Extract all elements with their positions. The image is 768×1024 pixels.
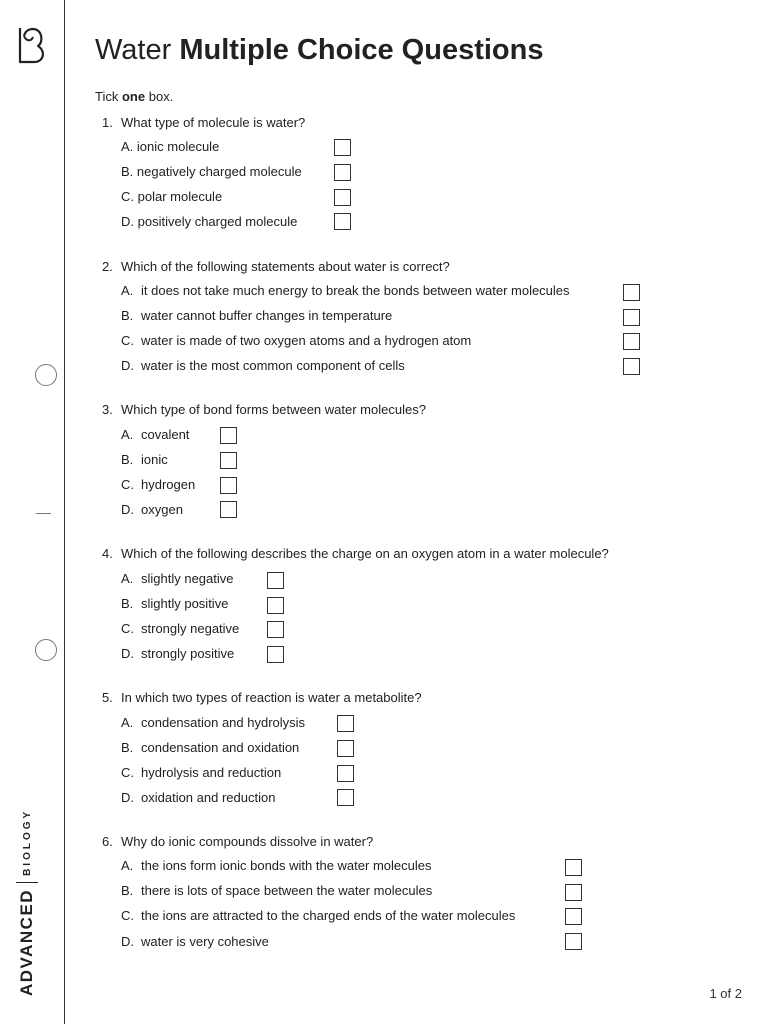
- question-text: Which of the following statements about water is correct?: [121, 259, 450, 274]
- option-letter: A.: [121, 715, 134, 730]
- checkbox-5b[interactable]: [337, 740, 354, 757]
- option-text: the ions form ionic bonds with the water molecules: [141, 858, 432, 873]
- option-text: water is very cohesive: [141, 934, 269, 949]
- option-5c: [121, 765, 281, 780]
- option-letter: B.: [121, 452, 134, 467]
- option-2c: [121, 333, 471, 348]
- checkbox-6c[interactable]: [565, 908, 582, 925]
- option-letter: B.: [121, 883, 134, 898]
- option-text: strongly positive: [141, 646, 235, 661]
- option-letter: A.: [121, 139, 134, 154]
- brand-word-advanced: ADVANCED: [17, 888, 36, 996]
- option-text: ionic: [141, 452, 168, 467]
- option-5b: [121, 740, 299, 755]
- question-number: 4.: [102, 546, 113, 561]
- checkbox-2c[interactable]: [623, 333, 640, 350]
- option-text: it does not take much energy to break the bonds between water molecules: [141, 283, 570, 298]
- option-1b: [121, 164, 302, 179]
- checkbox-2a[interactable]: [623, 284, 640, 301]
- option-text: ionic molecule: [136, 139, 220, 154]
- instruction-post: box.: [148, 89, 174, 104]
- option-letter: A.: [121, 427, 134, 442]
- checkbox-6d[interactable]: [565, 933, 582, 950]
- question-2: [102, 259, 450, 274]
- option-letter: D.: [121, 646, 134, 661]
- option-text: polar molecule: [137, 189, 223, 204]
- option-letter: B.: [121, 308, 134, 323]
- question-3: [102, 402, 426, 417]
- option-3d: [121, 502, 183, 517]
- checkbox-5d[interactable]: [337, 789, 354, 806]
- question-text: What type of molecule is water?: [121, 115, 306, 130]
- option-3c: [121, 477, 195, 492]
- option-5a: [121, 715, 305, 730]
- option-letter: D.: [121, 214, 134, 229]
- checkbox-4d[interactable]: [267, 646, 284, 663]
- question-text: Which of the following describes the charge on an oxygen atom in a water molecule?: [121, 546, 609, 561]
- option-3b: [121, 452, 168, 467]
- checkbox-3b[interactable]: [220, 452, 237, 469]
- margin-rule: [64, 0, 65, 1024]
- option-letter: C.: [121, 908, 134, 923]
- option-letter: C.: [121, 765, 134, 780]
- instruction: [95, 89, 173, 104]
- checkbox-6b[interactable]: [565, 884, 582, 901]
- punch-hole-bottom: [35, 639, 57, 661]
- option-2d: [121, 358, 405, 373]
- checkbox-6a[interactable]: [565, 859, 582, 876]
- option-text: oxidation and reduction: [141, 790, 276, 805]
- option-text: water cannot buffer changes in temperature: [141, 308, 393, 323]
- question-number: 2.: [102, 259, 113, 274]
- option-text: condensation and oxidation: [141, 740, 300, 755]
- option-text: water is made of two oxygen atoms and a hydrogen atom: [141, 333, 472, 348]
- brand-word-biology: BIOLOGY: [21, 808, 33, 876]
- option-text: positively charged molecule: [137, 214, 298, 229]
- option-text: hydrolysis and reduction: [141, 765, 282, 780]
- option-text: hydrogen: [141, 477, 196, 492]
- option-5d: [121, 790, 275, 805]
- page-title: [95, 34, 544, 67]
- question-number: 1.: [102, 115, 113, 130]
- instruction-pre: Tick: [95, 89, 119, 104]
- checkbox-3a[interactable]: [220, 427, 237, 444]
- title-light: Water: [95, 34, 172, 66]
- option-6b: [121, 883, 432, 898]
- question-text: Why do ionic compounds dissolve in water?: [121, 834, 374, 849]
- option-letter: B.: [121, 164, 134, 179]
- option-letter: D.: [121, 790, 134, 805]
- option-2a: [121, 283, 570, 298]
- checkbox-3c[interactable]: [220, 477, 237, 494]
- question-text: In which two types of reaction is water a metabolite?: [121, 690, 422, 705]
- option-letter: C.: [121, 333, 134, 348]
- question-text: Which type of bond forms between water molecules?: [121, 402, 426, 417]
- option-6d: [121, 934, 269, 949]
- checkbox-1b[interactable]: [334, 164, 351, 181]
- question-6: [102, 834, 373, 849]
- option-letter: C.: [121, 621, 134, 636]
- checkbox-1a[interactable]: [334, 139, 351, 156]
- question-4: [102, 546, 609, 561]
- question-1: [102, 115, 305, 130]
- brand-wordmark: [16, 809, 38, 996]
- option-letter: C.: [121, 189, 134, 204]
- checkbox-2b[interactable]: [623, 309, 640, 326]
- question-number: 5.: [102, 690, 113, 705]
- option-letter: D.: [121, 502, 134, 517]
- option-4c: [121, 621, 239, 636]
- option-letter: A.: [121, 283, 134, 298]
- option-text: the ions are attracted to the charged ends of the water molecules: [141, 908, 516, 923]
- title-bold: Multiple Choice Questions: [179, 34, 544, 66]
- checkbox-4c[interactable]: [267, 621, 284, 638]
- option-6c: [121, 908, 515, 923]
- instruction-bold: one: [121, 89, 146, 104]
- option-text: water is the most common component of cells: [141, 358, 405, 373]
- option-1a: [121, 139, 219, 154]
- brand-divider: [16, 882, 38, 883]
- option-1c: [121, 189, 222, 204]
- option-4a: [121, 571, 234, 586]
- checkbox-1d[interactable]: [334, 213, 351, 230]
- option-4d: [121, 646, 234, 661]
- option-4b: [121, 596, 228, 611]
- option-letter: A.: [121, 858, 134, 873]
- option-1d: [121, 214, 297, 229]
- checkbox-5a[interactable]: [337, 715, 354, 732]
- option-text: negatively charged molecule: [136, 164, 302, 179]
- option-letter: C.: [121, 477, 134, 492]
- checkbox-3d[interactable]: [220, 501, 237, 518]
- checkbox-4a[interactable]: [267, 572, 284, 589]
- option-text: there is lots of space between the water molecules: [141, 883, 433, 898]
- checkbox-4b[interactable]: [267, 597, 284, 614]
- checkbox-1c[interactable]: [334, 189, 351, 206]
- brand-logo-icon: [14, 24, 50, 66]
- checkbox-5c[interactable]: [337, 765, 354, 782]
- option-text: covalent: [141, 427, 190, 442]
- option-letter: A.: [121, 571, 134, 586]
- option-text: strongly negative: [141, 621, 240, 636]
- option-6a: [121, 858, 431, 873]
- checkbox-2d[interactable]: [623, 358, 640, 375]
- option-3a: [121, 427, 189, 442]
- question-5: [102, 690, 422, 705]
- question-number: 3.: [102, 402, 113, 417]
- option-letter: B.: [121, 740, 134, 755]
- punch-hole-top: [35, 364, 57, 386]
- page-number: 1 of 2: [709, 986, 742, 1001]
- option-2b: [121, 308, 392, 323]
- option-letter: B.: [121, 596, 134, 611]
- option-text: slightly negative: [141, 571, 234, 586]
- option-text: condensation and hydrolysis: [141, 715, 306, 730]
- option-letter: D.: [121, 358, 134, 373]
- question-number: 6.: [102, 834, 113, 849]
- option-text: slightly positive: [141, 596, 229, 611]
- fold-mark: [36, 513, 51, 514]
- option-text: oxygen: [141, 502, 183, 517]
- option-letter: D.: [121, 934, 134, 949]
